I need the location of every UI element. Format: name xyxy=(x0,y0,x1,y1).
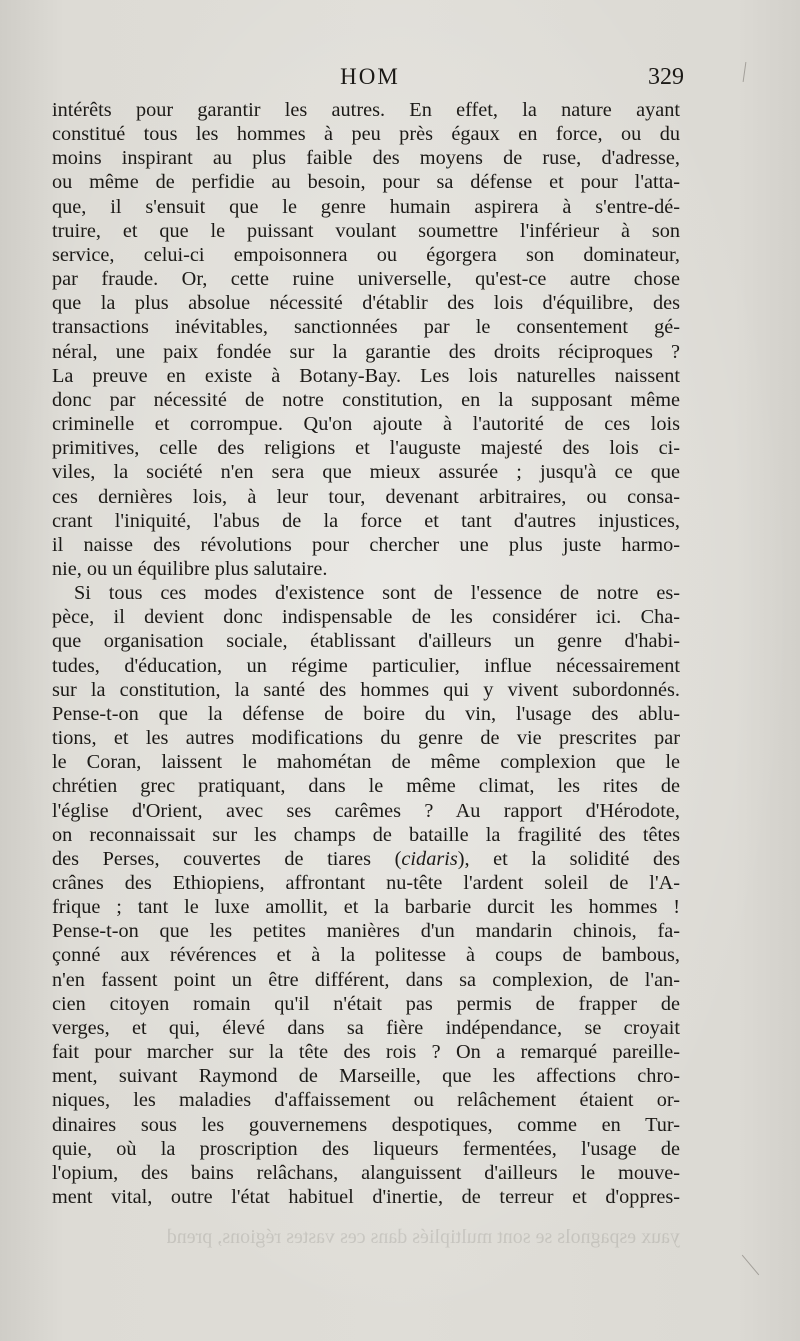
text-line: il naisse des révolutions pour chercher une plus juste harmo- xyxy=(52,533,680,556)
text-line: crant l'iniquité, l'abus de la force et tant d'autres injustices, xyxy=(52,509,680,532)
text-line: crânes des Ethiopiens, affrontant nu-tête l'ardent soleil de l'A- xyxy=(52,872,680,894)
text-line: verges, et qui, élevé dans sa fière indépendance, se croyait xyxy=(52,1016,680,1039)
text-line: on reconnaissait sur les champs de bataille la fragilité des têtes xyxy=(52,823,680,846)
text-line: La preuve en existe à Botany-Bay. Les lois naturelles naissent xyxy=(52,364,680,387)
text-line: niques, les maladies d'affaissement ou relâchement étaient or- xyxy=(52,1089,680,1112)
text-line: chrétien grec pratiquant, dans le même climat, les rites de xyxy=(52,775,680,798)
paragraph xyxy=(52,98,680,581)
text-line: constitué tous les hommes à peu près égaux en force, ou du xyxy=(52,123,680,146)
text-line: le Coran, laissent le mahométan de même complexion que le xyxy=(52,751,680,774)
text-line: ou même de perfidie au besoin, pour sa défense et pour l'atta- xyxy=(52,171,680,194)
margin-mark xyxy=(742,1255,759,1276)
text-line: tions, et les autres modifications du genre de vie prescrites par xyxy=(52,727,680,750)
italic-term: cidaris xyxy=(401,847,458,870)
text-line: truire, et que le puissant voulant soumettre l'inférieur à son xyxy=(52,219,680,242)
text-line: par fraude. Or, cette ruine universelle, qu'est-ce autre chose xyxy=(52,268,680,291)
text-line: primitives, celle des religions et l'auguste majesté des lois ci- xyxy=(52,437,680,460)
text-line: nie, ou un équilibre plus salutaire. xyxy=(52,557,328,580)
text-line: Si tous ces modes d'existence sont de l'essence de notre es- xyxy=(74,582,680,605)
page-number: 329 xyxy=(648,64,684,90)
text-line: Pense-t-on que les petites manières d'un mandarin chinois, fa- xyxy=(52,920,680,943)
text-line: des Perses, couvertes de tiares (cidaris), et la solidité des xyxy=(52,847,680,870)
text-line: transactions inévitables, sanctionnées par le consentement gé- xyxy=(52,316,680,339)
text-line: cien citoyen romain qu'il n'était pas permis de frapper de xyxy=(52,992,680,1015)
text-line: que organisation sociale, établissant d'ailleurs un genre d'habi- xyxy=(52,630,680,653)
show-through-text: yaux espagnols se sont multipliés dans ces vastes régions, prend xyxy=(166,1226,680,1248)
running-head: HOM xyxy=(340,64,400,89)
text-line: ment vital, outre l'état habituel d'inertie, de terreur et d'oppres- xyxy=(52,1186,680,1209)
page-header xyxy=(56,64,684,94)
text-line: l'église d'Orient, avec ses carêmes ? Au rapport d'Hérodote, xyxy=(52,799,680,822)
text-line: l'opium, des bains relâchans, alanguissent d'ailleurs le mouve- xyxy=(52,1161,680,1184)
text-line: pèce, il devient donc indispensable de les considérer ici. Cha- xyxy=(52,606,680,629)
text-line: ces dernières lois, à leur tour, devenant arbitraires, ou consa- xyxy=(52,485,680,508)
margin-mark xyxy=(743,62,747,82)
text-line: tudes, d'éducation, un régime particulier, influe nécessairement xyxy=(52,654,680,677)
text-line: moins inspirant au plus faible des moyens de ruse, d'adresse, xyxy=(52,147,680,170)
text-line: fait pour marcher sur la tête des rois ? On a remarqué pareille- xyxy=(52,1041,680,1064)
text-line: donc par nécessité de notre constitution, en la supposant même xyxy=(52,388,680,411)
text-line: que, il s'ensuit que le genre humain aspirera à s'entre-dé- xyxy=(52,195,680,218)
text-line: sur la constitution, la santé des hommes qui y vivent subordonnés. xyxy=(52,678,680,701)
text-line: n'en fassent point un être différent, dans sa complexion, de l'an- xyxy=(52,968,680,991)
text-line: ment, suivant Raymond de Marseille, que les affections chro- xyxy=(52,1065,680,1088)
text-line: criminelle et corrompue. Qu'on ajoute à l'autorité de ces lois xyxy=(52,413,680,436)
text-line: quie, où la proscription des liqueurs fermentées, l'usage de xyxy=(52,1137,680,1160)
text-line: néral, une paix fondée sur la garantie des droits réciproques ? xyxy=(52,340,680,363)
text-line: frique ; tant le luxe amollit, et la barbarie durcit les hommes ! xyxy=(52,896,680,919)
text-line: viles, la société n'en sera que mieux assurée ; jusqu'à ce que xyxy=(52,461,680,484)
text-line: intérêts pour garantir les autres. En effet, la nature ayant xyxy=(52,99,680,121)
text-line: que la plus absolue nécessité d'établir des lois d'équilibre, des xyxy=(52,292,680,315)
text-line: çonné aux révérences et à la politesse à coups de bambous, xyxy=(52,944,680,967)
paragraph xyxy=(52,581,680,1209)
text-line: Pense-t-on que la défense de boire du vin, l'usage des ablu- xyxy=(52,702,680,725)
text-line: dinaires sous les gouvernemens despotiques, comme en Tur- xyxy=(52,1113,680,1136)
body-text xyxy=(52,98,680,1209)
text-line: service, celui-ci empoisonnera ou égorgera son dominateur, xyxy=(52,243,680,266)
